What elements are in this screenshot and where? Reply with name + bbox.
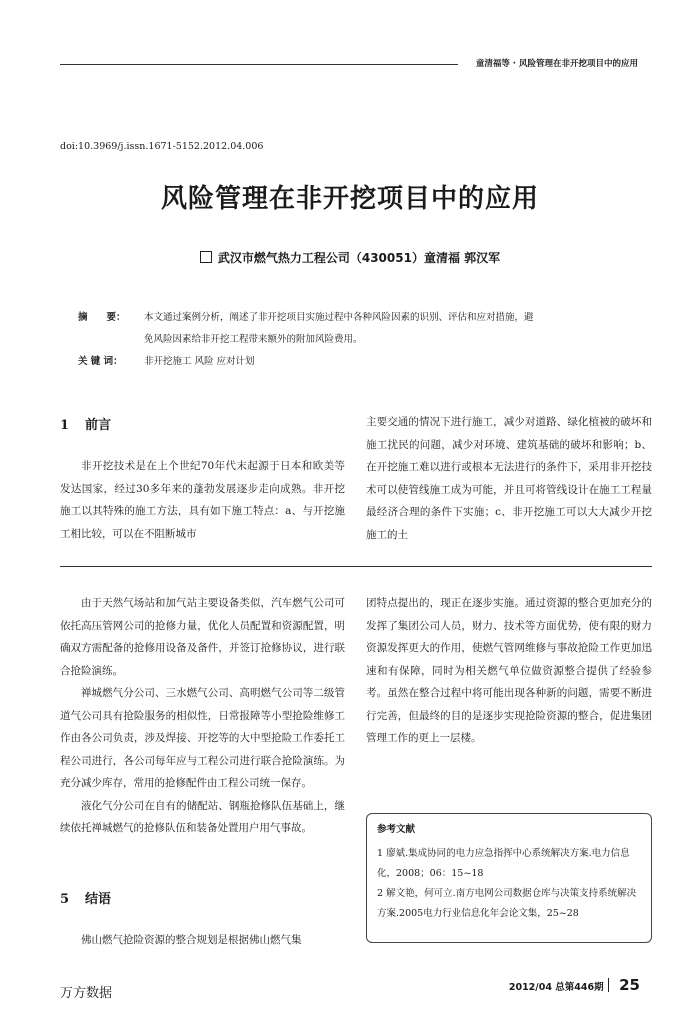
section-1-left-column bbox=[60, 455, 345, 545]
section-1-number: 1 bbox=[60, 418, 70, 433]
footer-separator bbox=[608, 978, 610, 992]
doi-text[interactable]: doi:10.3969/j.issn.1671-5152.2012.04.006 bbox=[60, 141, 264, 152]
lower-right-column bbox=[366, 592, 652, 750]
author-line bbox=[0, 249, 700, 266]
reference-item: 1 廖斌.集成协同的电力应急指挥中心系统解决方案.电力信息化，2008；06：15~18 bbox=[377, 848, 630, 879]
abstract-block bbox=[78, 307, 638, 373]
footer-issue: 2012/04 总第446期 bbox=[508, 982, 604, 993]
section-5-body bbox=[60, 929, 345, 952]
section-1-right-column bbox=[366, 411, 652, 546]
paper-title: 风险管理在非开挖项目中的应用 bbox=[160, 184, 539, 214]
footer-issue-info bbox=[509, 976, 640, 994]
references-title: 参考文献 bbox=[377, 824, 416, 835]
page-divider bbox=[60, 566, 652, 567]
section-1-title: 前言 bbox=[85, 418, 112, 433]
lower-right-paragraph: 团特点提出的，现正在逐步实施。通过资源的整合更加充分的发挥了集团公司人员，财力、技术等方面优势，使有限的财力资源发挥更大的作用，使燃气管网维修与事故抢险工作更加迅速和有保障，同时为相关燃气单位做资源整合提供了经验参考。虽然在整合过程中将可能出现各种新的问题，需要不断进行完善，但最终的目的是逐步实现抢险资源的整合，促进集团管理工作的更上一层楼。 bbox=[366, 597, 652, 744]
square-bullet-icon bbox=[200, 251, 212, 263]
section-1-left-paragraph: 非开挖技术是在上个世纪70年代末起源于日本和欧美等发达国家，经过30多年来的蓬勃发展逐步走向成熟。非开挖施工以其特殊的施工方法，具有如下施工特点：a、与开挖施工相比较，可以在不阻断城市 bbox=[60, 460, 345, 540]
references-box bbox=[366, 813, 652, 943]
keywords-text: 非开挖施工 风险 应对计划 bbox=[144, 356, 255, 367]
lower-left-paragraph-2: 禅城燃气分公司、三水燃气公司、高明燃气公司等二级管道气公司具有抢险服务的相似性，日常报障等小型抢险维修工作由各公司负责，涉及焊接、开挖等的大中型抢险工作委托工程公司进行，各公司每年应与工程公司进行联合抢险演练。为充分减少库存，常用的抢修配件由工程公司统一保存。 bbox=[60, 687, 345, 789]
lower-left-paragraph-1: 由于天然气场站和加气站主要设备类似，汽车燃气公司可依托高压管网公司的抢修力量，优化人员配置和资源配置，明确双方需配备的抢修用设备及备件，并签订抢修协议，进行联合抢险演练。 bbox=[60, 597, 345, 677]
abstract-label: 摘 要： bbox=[78, 312, 126, 323]
abstract-line-1: 本文通过案例分析，阐述了非开挖项目实施过程中各种风险因素的识别、评估和应对措施，避 bbox=[144, 312, 534, 323]
lower-left-column bbox=[60, 592, 345, 840]
section-5-title: 结语 bbox=[85, 892, 112, 907]
section-1-right-paragraph: 主要交通的情况下进行施工，减少对道路、绿化植被的破坏和施工扰民的问题，减少对环境、建筑基础的破坏和影响；b、在开挖施工难以进行或根本无法进行的条件下，采用非开挖技术可以使管线施工成为可能，并且可将管线设计在施工工程量最经济合理的条件下实施；c、非开挖施工可以大大减少开挖施工的土 bbox=[366, 416, 652, 541]
section-1-heading bbox=[60, 414, 111, 433]
section-5-number: 5 bbox=[60, 892, 70, 907]
keywords-label: 关 键 词： bbox=[78, 356, 123, 367]
abstract-line-2: 免风险因素给非开挖工程带来额外的附加风险费用。 bbox=[144, 334, 363, 345]
section-5-heading bbox=[60, 888, 111, 907]
running-header: 童清福等 · 风险管理在非开挖项目中的应用 bbox=[475, 59, 638, 69]
footer-watermark: 万方数据 bbox=[60, 986, 113, 1001]
authors-text: 武汉市燃气热力工程公司（430051）童清福 郭汉军 bbox=[217, 251, 501, 265]
lower-left-paragraph-3: 液化气分公司在自有的储配站、钢瓶抢修队伍基础上，继续依托禅城燃气的抢修队伍和装备处置用户用气事故。 bbox=[60, 799, 345, 834]
header-rule bbox=[60, 64, 458, 65]
section-5-paragraph: 佛山燃气抢险资源的整合规划是根据佛山燃气集 bbox=[81, 934, 302, 946]
reference-item: 2 解文艳，何可立.南方电网公司数据仓库与决策支持系统解决方案.2005电力行业信息化年会论文集，25~28 bbox=[377, 888, 637, 919]
page-number: 25 bbox=[619, 976, 640, 994]
